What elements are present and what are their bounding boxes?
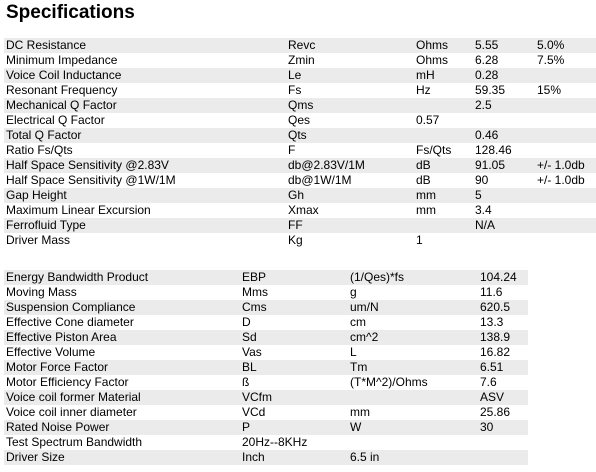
- table-row: [4, 38, 596, 53]
- parameter-unit-cell: mH: [416, 68, 435, 82]
- parameter-name-cell: Energy Bandwidth Product: [6, 270, 149, 284]
- parameter-symbol-cell: EBP: [242, 270, 267, 284]
- table-row: [4, 360, 528, 375]
- parameter-unit-cell: cm^2: [350, 330, 379, 344]
- parameter-value-cell: 91.05: [475, 158, 506, 172]
- parameter-unit-cell: L: [350, 345, 357, 359]
- parameter-unit-cell: W: [350, 420, 362, 434]
- parameter-name-cell: Gap Height: [6, 188, 67, 202]
- parameter-symbol-cell: FF: [288, 218, 303, 232]
- table-row: [4, 158, 596, 173]
- parameter-name-cell: Resonant Frequency: [6, 83, 118, 97]
- parameter-unit-cell: 1: [416, 233, 423, 247]
- parameter-value-cell: 5: [475, 188, 482, 202]
- parameter-value-cell: 5.55: [475, 38, 499, 52]
- table-row: [4, 270, 528, 285]
- parameter-symbol-cell: Inch: [242, 450, 265, 464]
- parameter-unit-cell: cm: [350, 315, 366, 329]
- parameter-value-cell: 25.86: [480, 405, 511, 419]
- parameter-symbol-cell: Revc: [288, 38, 316, 52]
- derived-parameters-table: [4, 270, 528, 465]
- parameter-value-cell: N/A: [475, 218, 496, 232]
- parameter-name-cell: DC Resistance: [6, 38, 87, 52]
- table-row: [4, 68, 596, 83]
- table-row: [4, 450, 528, 465]
- parameter-name-cell: Effective Piston Area: [6, 330, 117, 344]
- parameter-value-cell: 104.24: [480, 270, 517, 284]
- parameter-symbol-cell: db@1W/1M: [288, 173, 352, 187]
- parameter-symbol-cell: Zmin: [288, 53, 315, 67]
- parameter-unit-cell: mm: [350, 405, 370, 419]
- parameter-symbol-cell: VCd: [242, 405, 266, 419]
- parameter-value-cell: 16.82: [480, 345, 511, 359]
- table-row: [4, 405, 528, 420]
- table-row: [4, 315, 528, 330]
- parameter-value-cell: 620.5: [480, 300, 511, 314]
- table-row: [4, 113, 596, 128]
- parameter-value-cell: 3.4: [475, 203, 492, 217]
- parameter-name-cell: Rated Noise Power: [6, 420, 110, 434]
- parameter-symbol-cell: BL: [242, 360, 257, 374]
- parameter-name-cell: Half Space Sensitivity @2.83V: [6, 158, 169, 172]
- parameter-unit-cell: (1/Qes)*fs: [350, 270, 405, 284]
- parameter-symbol-cell: Vas: [242, 345, 262, 359]
- parameter-name-cell: Driver Size: [6, 450, 65, 464]
- table-row: [4, 435, 528, 450]
- parameter-value-cell: 90: [475, 173, 489, 187]
- parameter-value-cell: 59.35: [475, 83, 506, 97]
- parameter-symbol-cell: Xmax: [288, 203, 319, 217]
- table-row: [4, 53, 596, 68]
- table-row: [4, 375, 528, 390]
- table-row: [4, 188, 596, 203]
- parameter-symbol-cell: 20Hz--8KHz: [242, 435, 308, 449]
- parameter-value-cell: 7.6: [480, 375, 497, 389]
- parameter-name-cell: Effective Volume: [6, 345, 96, 359]
- parameter-symbol-cell: VCfm: [242, 390, 272, 404]
- table-row: [4, 218, 596, 233]
- parameter-name-cell: Effective Cone diameter: [6, 315, 134, 329]
- parameter-value-cell: ASV: [480, 390, 505, 404]
- parameter-unit-cell: Ohms: [416, 38, 449, 52]
- parameter-tolerance-cell: 5.0%: [537, 38, 565, 52]
- parameter-name-cell: Voice coil inner diameter: [6, 405, 137, 419]
- parameter-name-cell: Ratio Fs/Qts: [6, 143, 73, 157]
- parameter-symbol-cell: F: [288, 143, 296, 157]
- parameter-value-cell: 138.9: [480, 330, 511, 344]
- parameter-symbol-cell: Qts: [288, 128, 307, 142]
- table-row: [4, 203, 596, 218]
- parameter-value-cell: 30: [480, 420, 494, 434]
- parameter-name-cell: Test Spectrum Bandwidth: [6, 435, 143, 449]
- parameter-name-cell: Half Space Sensitivity @1W/1M: [6, 173, 176, 187]
- parameter-unit-cell: (T*M^2)/Ohms: [350, 375, 428, 389]
- parameter-tolerance-cell: 7.5%: [537, 53, 565, 67]
- parameter-value-cell: 6.28: [475, 53, 499, 67]
- parameter-unit-cell: dB: [416, 173, 431, 187]
- parameter-value-cell: 0.28: [475, 68, 499, 82]
- parameter-unit-cell: dB: [416, 158, 431, 172]
- table-row: [4, 233, 596, 248]
- parameter-value-cell: 6.51: [480, 360, 504, 374]
- driver-parameters-table: [4, 38, 596, 248]
- table-row: [4, 300, 528, 315]
- parameter-symbol-cell: P: [242, 420, 251, 434]
- parameter-symbol-cell: Cms: [242, 300, 267, 314]
- parameter-symbol-cell: Qes: [288, 113, 311, 127]
- parameter-unit-cell: mm: [416, 188, 436, 202]
- table-row: [4, 420, 528, 435]
- parameter-tolerance-cell: 15%: [537, 83, 562, 97]
- parameter-unit-cell: Tm: [350, 360, 368, 374]
- parameter-unit-cell: Fs/Qts: [416, 143, 452, 157]
- parameter-value-cell: 13.3: [480, 315, 504, 329]
- parameter-unit-cell: 0.57: [416, 113, 440, 127]
- parameter-name-cell: Suspension Compliance: [6, 300, 136, 314]
- parameter-value-cell: 0.46: [475, 128, 499, 142]
- parameter-name-cell: Maximum Linear Excursion: [6, 203, 151, 217]
- parameter-tolerance-cell: +/- 1.0db: [537, 158, 585, 172]
- parameter-name-cell: Moving Mass: [6, 285, 77, 299]
- parameter-name-cell: Mechanical Q Factor: [6, 98, 117, 112]
- table-row: [4, 330, 528, 345]
- parameter-value-cell: 2.5: [475, 98, 492, 112]
- parameter-symbol-cell: Sd: [242, 330, 257, 344]
- table-row: [4, 83, 596, 98]
- parameter-symbol-cell: db@2.83V/1M: [288, 158, 365, 172]
- parameter-name-cell: Electrical Q Factor: [6, 113, 105, 127]
- parameter-name-cell: Motor Efficiency Factor: [6, 375, 129, 389]
- parameter-symbol-cell: Le: [288, 68, 302, 82]
- parameter-unit-cell: mm: [416, 203, 436, 217]
- parameter-tolerance-cell: +/- 1.0db: [537, 173, 585, 187]
- parameter-unit-cell: um/N: [350, 300, 379, 314]
- table-row: [4, 285, 528, 300]
- parameter-symbol-cell: D: [242, 315, 251, 329]
- table-row: [4, 128, 596, 143]
- parameter-name-cell: Minimum Impedance: [6, 53, 118, 67]
- parameter-name-cell: Voice coil former Material: [6, 390, 141, 404]
- table-row: [4, 390, 528, 405]
- page-title: Specifications: [6, 2, 135, 23]
- table-row: [4, 173, 596, 188]
- parameter-name-cell: Motor Force Factor: [6, 360, 109, 374]
- parameter-symbol-cell: Mms: [242, 285, 268, 299]
- table-row: [4, 98, 596, 113]
- parameter-name-cell: Driver Mass: [6, 233, 71, 247]
- table-row: [4, 143, 596, 158]
- parameter-value-cell: 128.46: [475, 143, 512, 157]
- parameter-name-cell: Ferrofluid Type: [6, 218, 86, 232]
- parameter-name-cell: Total Q Factor: [6, 128, 82, 142]
- parameter-value-cell: 11.6: [480, 285, 503, 299]
- parameter-symbol-cell: Qms: [288, 98, 314, 112]
- parameter-symbol-cell: Gh: [288, 188, 305, 202]
- table-row: [4, 345, 528, 360]
- parameter-name-cell: Voice Coil Inductance: [6, 68, 122, 82]
- parameter-unit-cell: 6.5 in: [350, 450, 380, 464]
- parameter-unit-cell: Ohms: [416, 53, 449, 67]
- parameter-symbol-cell: Kg: [288, 233, 303, 247]
- parameter-unit-cell: g: [350, 285, 357, 299]
- parameter-symbol-cell: ß: [242, 375, 250, 389]
- parameter-symbol-cell: Fs: [288, 83, 302, 97]
- parameter-unit-cell: Hz: [416, 83, 431, 97]
